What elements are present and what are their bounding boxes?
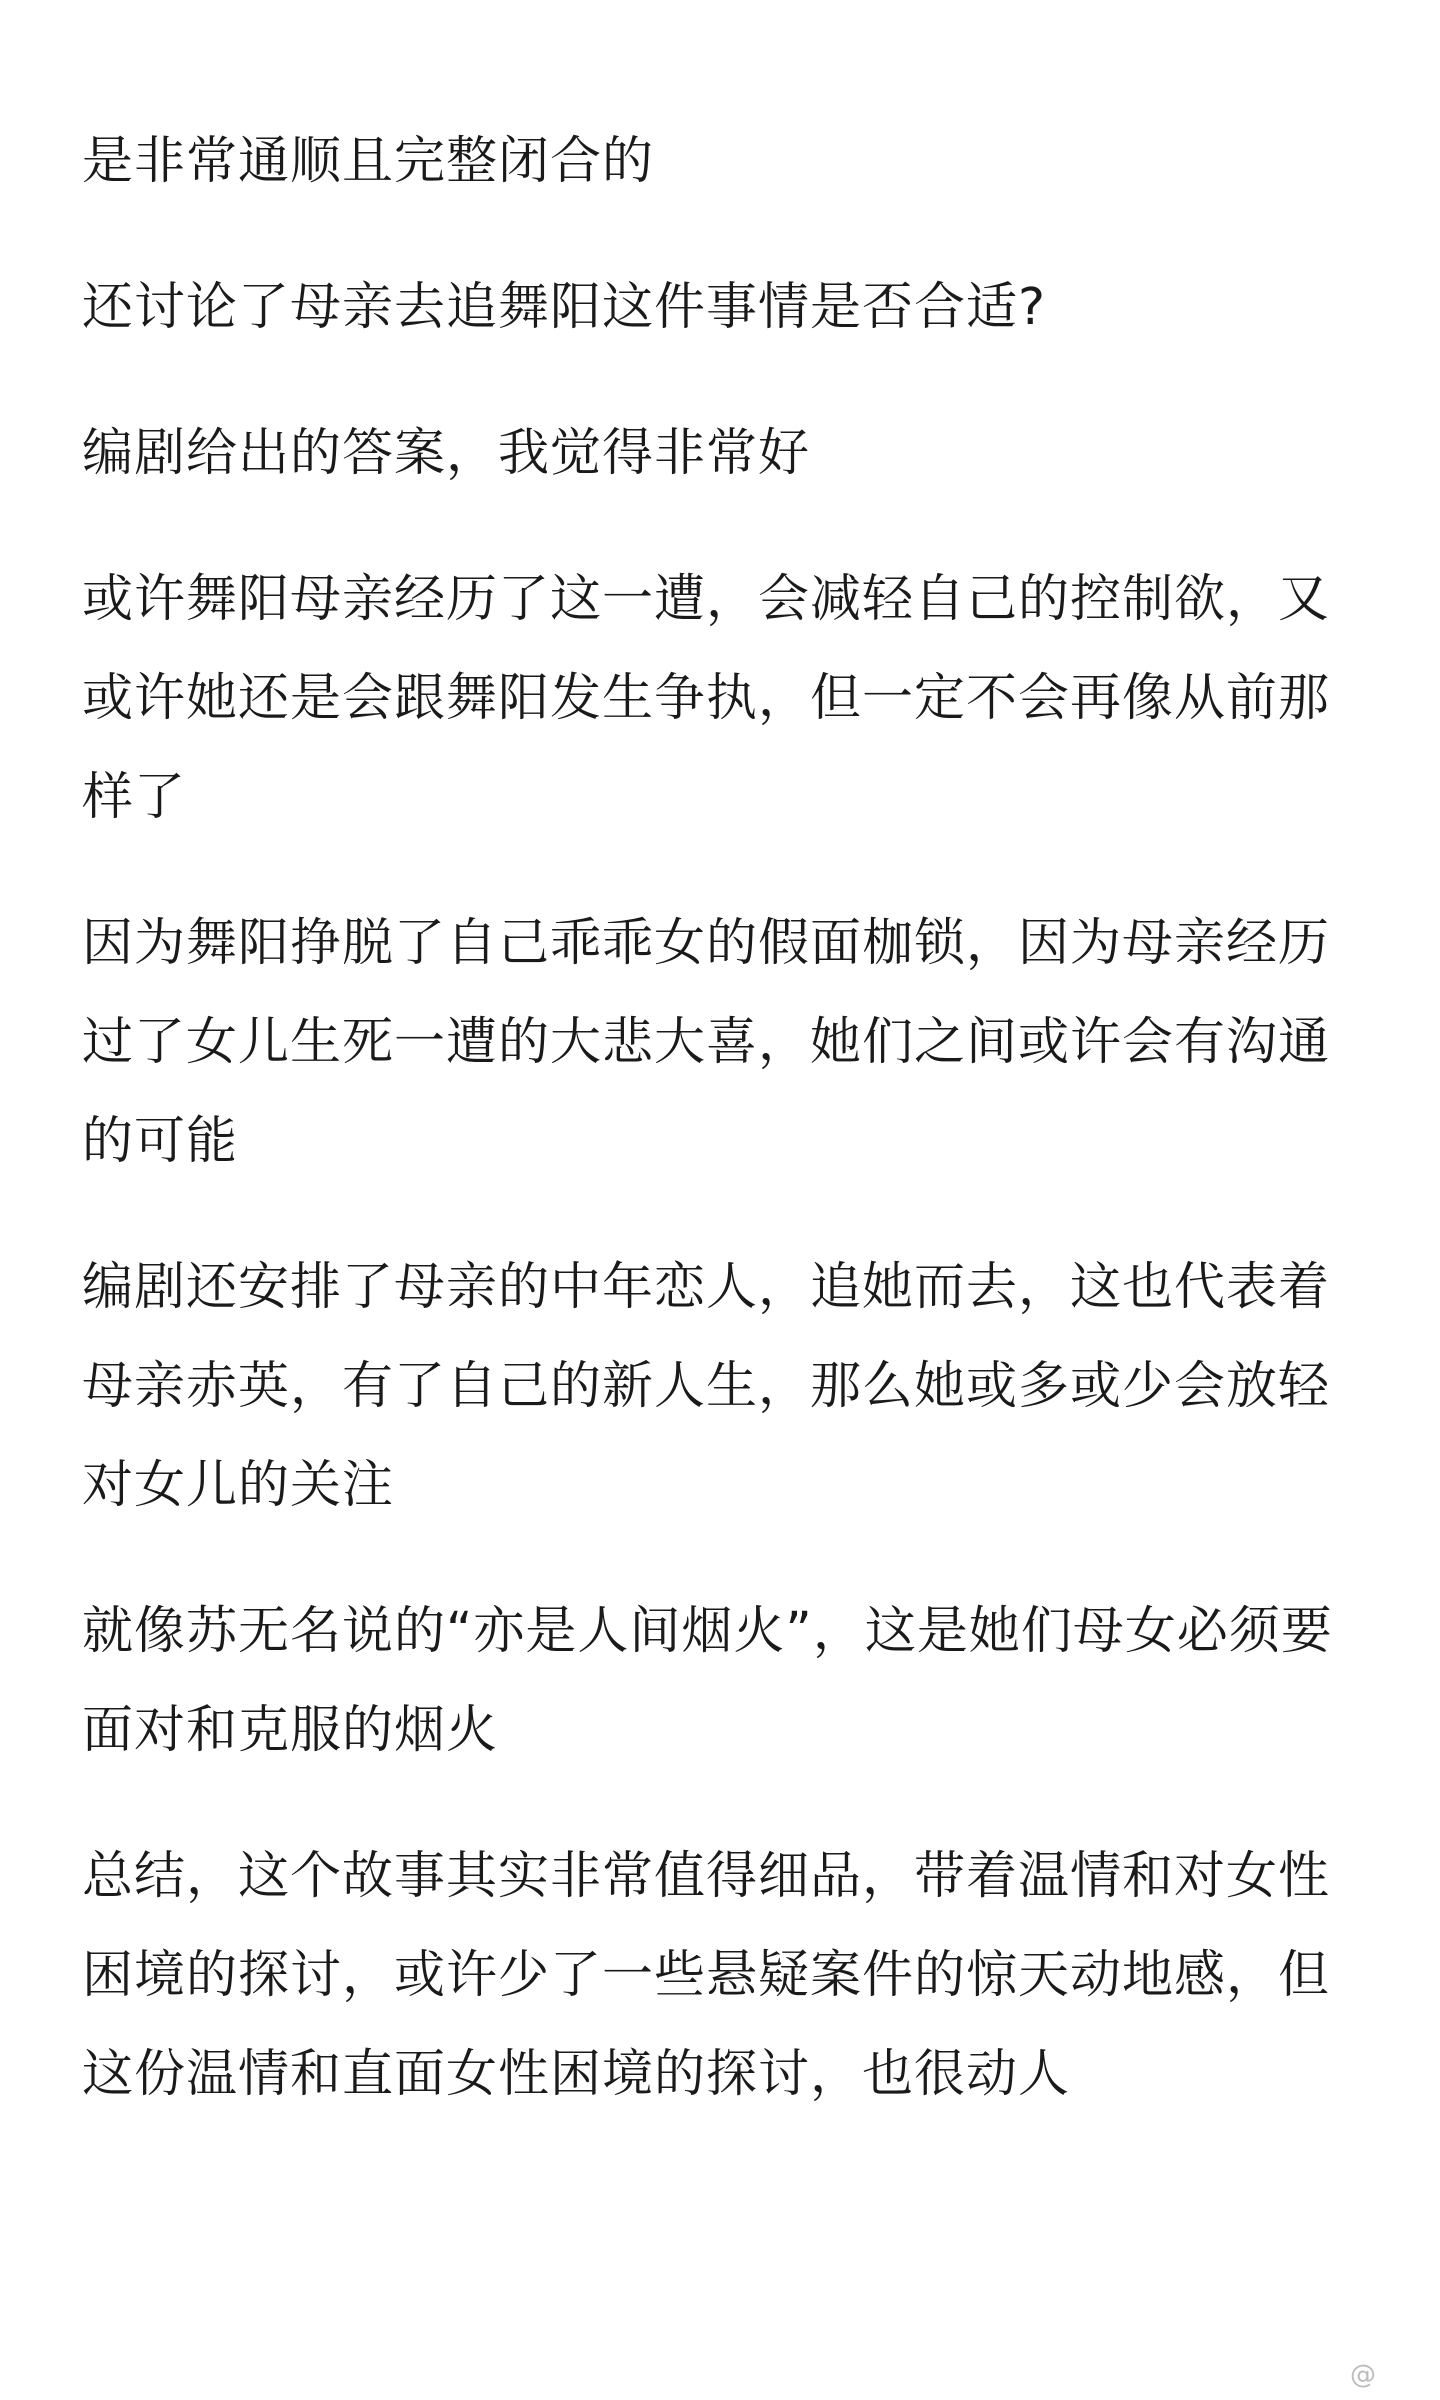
paragraph: 总结，这个故事其实非常值得细品，带着温情和对女性困境的探讨，或许少了一些悬疑案件的惊天动地感，但这份温情和直面女性困境的探讨，也很动人 <box>82 1847 1331 2104</box>
paragraph: 是非常通顺且完整闭合的 <box>82 132 655 191</box>
article-body <box>82 112 1372 2171</box>
paragraph: 因为舞阳挣脱了自己乖乖女的假面枷锁，因为母亲经历过了女儿生死一遭的大悲大喜，她们之间或许会有沟通的可能 <box>82 914 1331 1171</box>
paragraph: 就像苏无名说的“亦是人间烟火”，这是她们母女必须要面对和克服的烟火 <box>82 1602 1333 1760</box>
paragraph: 编剧还安排了母亲的中年恋人，追她而去，这也代表着母亲赤英，有了自己的新人生，那么她或多或少会放轻对女儿的关注 <box>82 1258 1331 1515</box>
paragraph: 编剧给出的答案，我觉得非常好 <box>82 424 811 483</box>
paragraph: 还讨论了母亲去追舞阳这件事情是否合适? <box>82 278 1047 337</box>
paragraph: 或许舞阳母亲经历了这一遭，会减轻自己的控制欲，又或许她还是会跟舞阳发生争执，但一定不会再像从前那样了 <box>82 570 1331 827</box>
watermark: @ <box>1350 2360 1376 2390</box>
